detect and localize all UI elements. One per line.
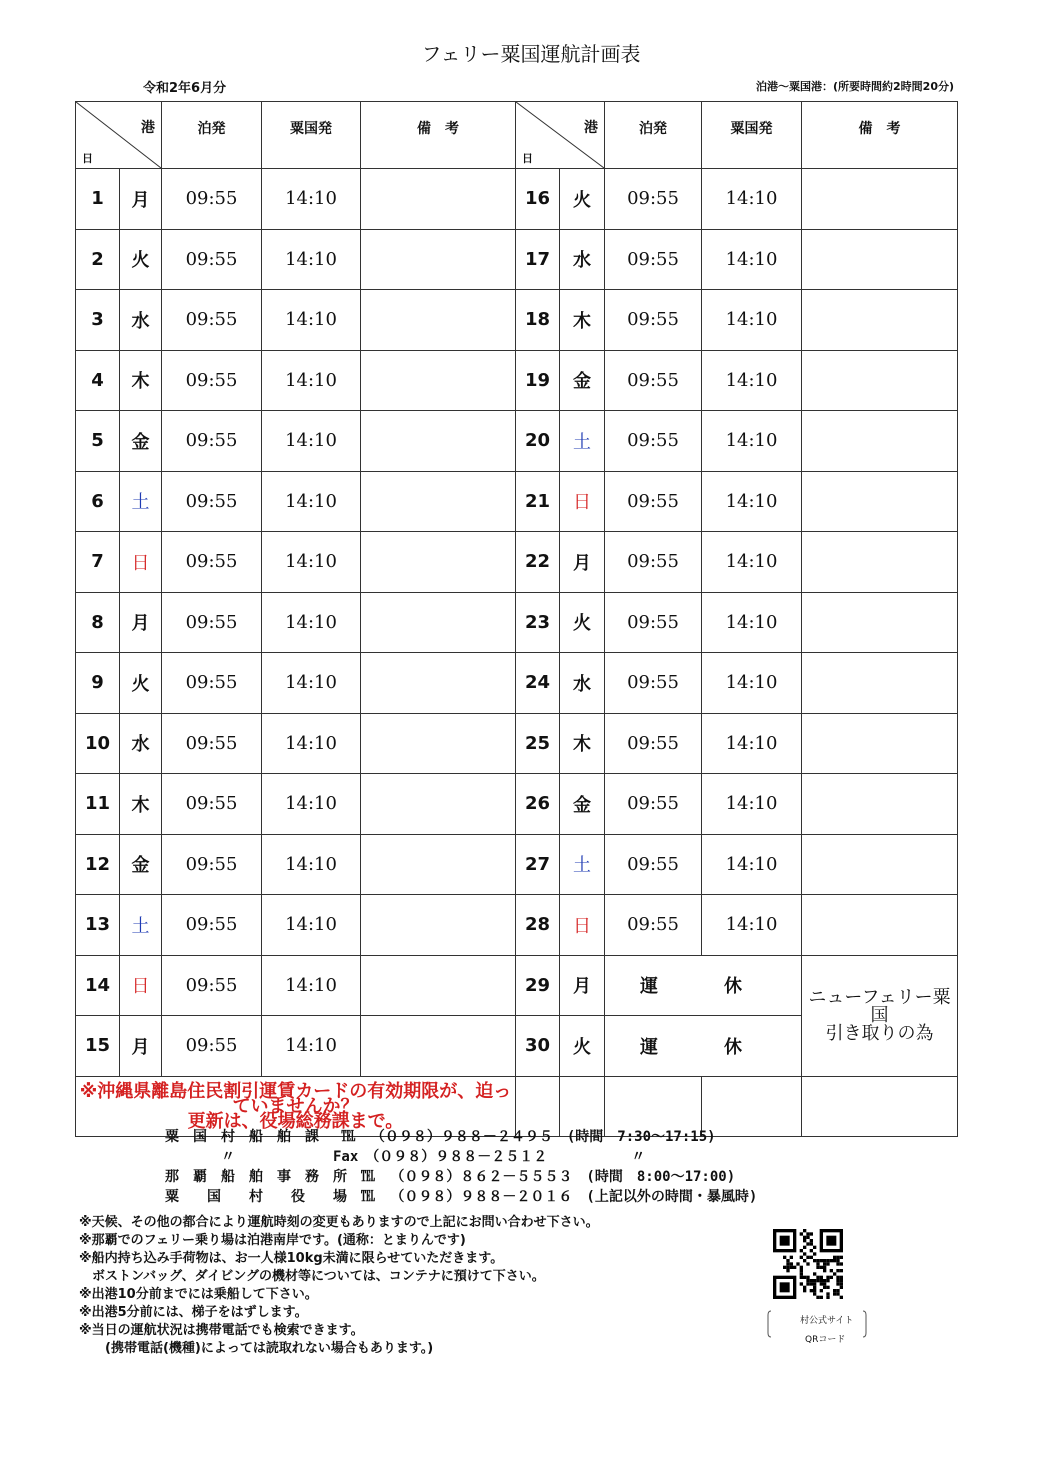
- table-row: [76, 774, 958, 835]
- departure-tomari: 09:55: [162, 229, 262, 290]
- day-number: 27: [516, 834, 560, 895]
- departure-tomari: 09:55: [605, 350, 702, 411]
- weekday-label: 土: [131, 915, 150, 937]
- header-port: 港: [141, 120, 155, 136]
- weekday: [560, 290, 605, 351]
- period-label: 令和2年6月分: [143, 81, 227, 96]
- remarks-cell: [802, 592, 958, 653]
- note-line-warning: ※沖縄県離島住民割引運賃カードの有効期限が、迫っていませんか？: [79, 1080, 512, 1117]
- weekday: [120, 895, 162, 956]
- service-suspended: 運 休: [605, 1016, 802, 1077]
- departure-aguni: 14:10: [702, 169, 802, 230]
- contact-list: [165, 1127, 757, 1207]
- weekday-label: 月: [573, 552, 591, 574]
- departure-aguni: 14:10: [702, 532, 802, 593]
- remarks-cell: [802, 774, 958, 835]
- departure-aguni: 14:10: [702, 229, 802, 290]
- header-row: [76, 102, 958, 169]
- day-number: 16: [516, 169, 560, 230]
- remarks-cell: [361, 1016, 516, 1077]
- departure-tomari: 09:55: [162, 895, 262, 956]
- departure-aguni: 14:10: [702, 895, 802, 956]
- weekday: [120, 229, 162, 290]
- departure-aguni: 14:10: [262, 592, 361, 653]
- departure-aguni: 14:10: [702, 834, 802, 895]
- departure-aguni: 14:10: [262, 350, 361, 411]
- departure-aguni: 14:10: [262, 834, 361, 895]
- header-dep-aguni: 粟国発: [262, 102, 361, 169]
- departure-tomari: 09:55: [605, 834, 702, 895]
- departure-tomari: 09:55: [162, 955, 262, 1016]
- empty-cell: [802, 1076, 958, 1137]
- departure-aguni: 14:10: [702, 774, 802, 835]
- day-number: 14: [76, 955, 120, 1016]
- departure-aguni: 14:10: [702, 471, 802, 532]
- table-row: [76, 955, 958, 1016]
- weekday: [560, 532, 605, 593]
- weekday-label: 金: [131, 431, 150, 453]
- weekday-label: 日: [573, 492, 591, 514]
- departure-tomari: 09:55: [605, 229, 702, 290]
- remarks-cell: [802, 895, 958, 956]
- day-number: 23: [516, 592, 560, 653]
- departure-aguni: 14:10: [262, 290, 361, 351]
- departure-tomari: 09:55: [605, 895, 702, 956]
- table-row: [76, 169, 958, 230]
- qr-label-code: QRコード: [805, 1335, 846, 1345]
- day-number: 24: [516, 653, 560, 714]
- note-item: ※船内持ち込み手荷物は、お一人様10kg未満に限らせていただきます。: [79, 1251, 504, 1266]
- weekday: [120, 774, 162, 835]
- weekday-label: 火: [573, 613, 591, 635]
- weekday-label: 月: [131, 1036, 150, 1058]
- departure-tomari: 09:55: [162, 834, 262, 895]
- weekday: [560, 229, 605, 290]
- weekday-label: 水: [573, 250, 591, 272]
- remarks-cell: [361, 350, 516, 411]
- weekday: [120, 411, 162, 472]
- weekday: [120, 834, 162, 895]
- day-number: 4: [76, 350, 120, 411]
- table-row: [76, 532, 958, 593]
- day-number: 2: [76, 229, 120, 290]
- weekday: [560, 895, 605, 956]
- table-row: [76, 834, 958, 895]
- table-row: [76, 350, 958, 411]
- table-row: [76, 290, 958, 351]
- departure-tomari: 09:55: [162, 169, 262, 230]
- note-item: ※出港5分前には、梯子をはずします。: [79, 1305, 308, 1320]
- departure-aguni: 14:10: [262, 895, 361, 956]
- departure-tomari: 09:55: [605, 774, 702, 835]
- departure-aguni: 14:10: [262, 1016, 361, 1077]
- table-row: [76, 471, 958, 532]
- departure-tomari: 09:55: [162, 532, 262, 593]
- day-number: 30: [516, 1016, 560, 1077]
- departure-tomari: 09:55: [162, 471, 262, 532]
- table-row: [76, 592, 958, 653]
- departure-aguni: 14:10: [702, 350, 802, 411]
- day-number: 17: [516, 229, 560, 290]
- weekday: [560, 592, 605, 653]
- remarks-cell: [361, 895, 516, 956]
- weekday: [560, 471, 605, 532]
- remark-suspension: ニューフェリー粟国 引き取りの為: [802, 955, 958, 1076]
- remarks-cell: [802, 169, 958, 230]
- weekday: [560, 411, 605, 472]
- contact-naha-office: 那 覇 船 舶 事 務 所 ℡ （０９８）８６２－５５５３ (時間 8:00～17:00): [165, 1169, 736, 1185]
- remarks-cell: [361, 411, 516, 472]
- day-number: 11: [76, 774, 120, 835]
- weekday-label: 火: [573, 1036, 591, 1058]
- departure-tomari: 09:55: [162, 713, 262, 774]
- note-item: ※出港10分前までには乗船して下さい。: [79, 1287, 318, 1302]
- departure-tomari: 09:55: [162, 350, 262, 411]
- departure-tomari: 09:55: [605, 411, 702, 472]
- day-number: 25: [516, 713, 560, 774]
- weekday-label: 日: [131, 552, 150, 574]
- remarks-cell: [361, 653, 516, 714]
- day-number: 8: [76, 592, 120, 653]
- header-day-port: [76, 102, 162, 169]
- page-title: フェリー粟国運航計画表: [421, 42, 641, 66]
- remarks-cell: [802, 411, 958, 472]
- weekday-label: 木: [131, 371, 150, 393]
- weekday-label: 金: [131, 855, 150, 877]
- departure-aguni: 14:10: [262, 532, 361, 593]
- day-number: 5: [76, 411, 120, 472]
- remarks-cell: [361, 774, 516, 835]
- weekday: [560, 1016, 605, 1077]
- schedule-table: [75, 101, 958, 1137]
- weekday-label: 木: [573, 310, 591, 332]
- weekday: [120, 471, 162, 532]
- departure-aguni: 14:10: [702, 653, 802, 714]
- header-dep-tomari: 泊発: [162, 102, 262, 169]
- note-item: ※那覇でのフェリー乗り場は泊港南岸です。(通称：とまりんです): [79, 1233, 466, 1248]
- departure-tomari: 09:55: [162, 592, 262, 653]
- day-number: 6: [76, 471, 120, 532]
- remarks-cell: [802, 653, 958, 714]
- weekday-label: 土: [131, 492, 150, 514]
- day-number: 3: [76, 290, 120, 351]
- note-item: ※当日の運航状況は携帯電話でも検索できます。: [79, 1323, 364, 1338]
- header-day: 日: [522, 152, 533, 165]
- header-remarks: 備 考: [802, 102, 958, 169]
- remarks-cell: [361, 532, 516, 593]
- weekday-label: 木: [131, 794, 150, 816]
- departure-tomari: 09:55: [162, 774, 262, 835]
- departure-tomari: 09:55: [605, 653, 702, 714]
- day-number: 19: [516, 350, 560, 411]
- remarks-cell: [802, 532, 958, 593]
- day-number: 10: [76, 713, 120, 774]
- weekday-label: 木: [573, 734, 591, 756]
- qr-label-site: 村公式サイト: [800, 1316, 854, 1326]
- route-note: 泊港～粟国港：(所要時間約2時間20分): [755, 80, 954, 93]
- departure-aguni: 14:10: [262, 653, 361, 714]
- contact-aguni-ship-dept: 粟 国 村 船 舶 課 ℡ （０９８）９８８－２４９５ (時間 7:30～17:15): [165, 1129, 716, 1145]
- weekday-label: 火: [573, 189, 591, 211]
- weekday: [560, 350, 605, 411]
- weekday-label: 日: [573, 915, 591, 937]
- departure-aguni: 14:10: [262, 411, 361, 472]
- table-row: [76, 713, 958, 774]
- departure-tomari: 09:55: [605, 169, 702, 230]
- table-row: [76, 229, 958, 290]
- weekday: [560, 653, 605, 714]
- departure-aguni: 14:10: [262, 774, 361, 835]
- service-suspended: 運 休: [605, 955, 802, 1016]
- weekday: [120, 592, 162, 653]
- weekday-label: 火: [131, 250, 150, 272]
- weekday-label: 金: [573, 371, 591, 393]
- contact-aguni-fax: 〃 Fax （０９８）９８８－２５１２ 〃: [165, 1149, 646, 1165]
- day-number: 18: [516, 290, 560, 351]
- weekday-label: 月: [573, 976, 591, 998]
- weekday: [120, 713, 162, 774]
- departure-aguni: 14:10: [262, 955, 361, 1016]
- header-dep-aguni: 粟国発: [702, 102, 802, 169]
- day-number: 26: [516, 774, 560, 835]
- day-number: 7: [76, 532, 120, 593]
- remarks-cell: [361, 290, 516, 351]
- remarks-cell: [361, 955, 516, 1016]
- remarks-cell: [361, 169, 516, 230]
- weekday-label: 水: [131, 734, 150, 756]
- note-item: (携帯電話(機種)によっては読取れない場合もあります。): [79, 1341, 434, 1356]
- notes-list: [79, 1214, 599, 1358]
- weekday: [560, 169, 605, 230]
- departure-tomari: 09:55: [605, 713, 702, 774]
- departure-tomari: 09:55: [605, 532, 702, 593]
- remarks-cell: [361, 471, 516, 532]
- header-day-port: [516, 102, 605, 169]
- weekday-label: 水: [573, 673, 591, 695]
- departure-aguni: 14:10: [702, 411, 802, 472]
- header-remarks: 備 考: [361, 102, 516, 169]
- weekday-label: 土: [573, 431, 591, 453]
- day-number: 12: [76, 834, 120, 895]
- day-number: 21: [516, 471, 560, 532]
- departure-tomari: 09:55: [162, 411, 262, 472]
- weekday: [120, 955, 162, 1016]
- note-item: ボストンバッグ、ダイビングの機材等については、コンテナに預けて下さい。: [79, 1269, 545, 1284]
- departure-aguni: 14:10: [262, 169, 361, 230]
- weekday: [120, 290, 162, 351]
- weekday: [560, 955, 605, 1016]
- header-port: 港: [584, 120, 598, 136]
- day-number: 9: [76, 653, 120, 714]
- departure-tomari: 09:55: [162, 653, 262, 714]
- departure-tomari: 09:55: [605, 471, 702, 532]
- weekday: [560, 713, 605, 774]
- header-day: 日: [82, 152, 93, 165]
- remarks-cell: [361, 592, 516, 653]
- weekday-label: 水: [131, 310, 150, 332]
- remarks-cell: [802, 713, 958, 774]
- table-row: [76, 653, 958, 714]
- remarks-cell: [802, 229, 958, 290]
- remarks-cell: [802, 350, 958, 411]
- contact-village-office: 粟 国 村 役 場 ℡ （０９８）９８８－２０１６ (上記以外の時間・暴風時): [165, 1189, 758, 1205]
- weekday: [120, 532, 162, 593]
- qr-code[interactable]: [773, 1229, 843, 1299]
- day-number: 13: [76, 895, 120, 956]
- departure-tomari: 09:55: [605, 290, 702, 351]
- remarks-cell: [361, 834, 516, 895]
- weekday-label: 土: [573, 855, 591, 877]
- departure-tomari: 09:55: [162, 1016, 262, 1077]
- departure-tomari: 09:55: [605, 592, 702, 653]
- departure-aguni: 14:10: [702, 592, 802, 653]
- weekday-label: 金: [573, 794, 591, 816]
- weekday-label: 火: [131, 673, 150, 695]
- departure-aguni: 14:10: [262, 713, 361, 774]
- weekday: [120, 169, 162, 230]
- weekday-label: 月: [131, 613, 150, 635]
- remarks-cell: [361, 713, 516, 774]
- weekday: [560, 774, 605, 835]
- departure-aguni: 14:10: [702, 290, 802, 351]
- weekday: [120, 653, 162, 714]
- remarks-cell: [361, 229, 516, 290]
- day-number: 20: [516, 411, 560, 472]
- weekday: [120, 1016, 162, 1077]
- day-number: 28: [516, 895, 560, 956]
- table-row: [76, 895, 958, 956]
- departure-aguni: 14:10: [262, 471, 361, 532]
- day-number: 15: [76, 1016, 120, 1077]
- day-number: 22: [516, 532, 560, 593]
- weekday: [120, 350, 162, 411]
- table-row: [76, 411, 958, 472]
- departure-aguni: 14:10: [702, 713, 802, 774]
- departure-tomari: 09:55: [162, 290, 262, 351]
- departure-aguni: 14:10: [262, 229, 361, 290]
- header-dep-tomari: 泊発: [605, 102, 702, 169]
- note-item: ※天候、その他の都合により運航時刻の変更もありますので上記にお問い合わせ下さい。: [79, 1215, 599, 1230]
- day-number: 1: [76, 169, 120, 230]
- remarks-cell: [802, 290, 958, 351]
- weekday-label: 月: [131, 189, 150, 211]
- day-number: 29: [516, 955, 560, 1016]
- note-line-renewal: 更新は、役場総務課まで。: [187, 1110, 404, 1132]
- weekday: [560, 834, 605, 895]
- remarks-cell: [802, 834, 958, 895]
- weekday-label: 日: [131, 976, 150, 998]
- remarks-cell: [802, 471, 958, 532]
